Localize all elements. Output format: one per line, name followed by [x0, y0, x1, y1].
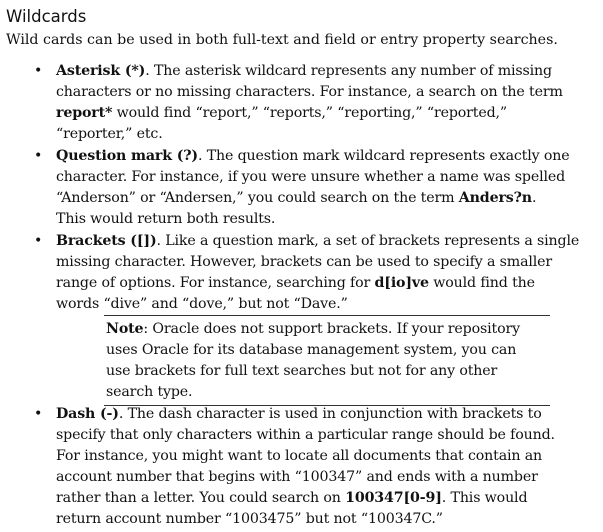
note-text: [106, 319, 550, 403]
text-line: specify that only characters within a particular range should be found.: [56, 427, 555, 443]
text-line: account number that begins with “100347” and ends with a number: [56, 469, 538, 485]
bullet-icon: •: [34, 63, 43, 79]
item-term: Dash (-): [56, 406, 119, 422]
item-term: Question mark (?): [56, 148, 198, 164]
note-box: [104, 315, 550, 406]
bold-term: d[io]ve: [374, 275, 429, 291]
bold-term: report*: [56, 105, 113, 121]
text-line: Brackets ([]). Like a question mark, a set of brackets represents a single: [56, 233, 580, 249]
bold-term: 100347[0-9]: [345, 490, 442, 506]
text-line: “Anderson” or “Andersen,” you could search on the term Anders?n.: [56, 190, 537, 206]
intro-paragraph: Wild cards can be used in both full-text and field or entry property searches.: [6, 32, 558, 48]
text-line: return account number “1003475” but not “100347C.”: [56, 511, 443, 527]
bullet-icon: •: [34, 233, 43, 249]
text-line: words “dive” and “dove,” but not “Dave.”: [56, 296, 348, 312]
text-line: This would return both results.: [56, 211, 276, 227]
text-line: rather than a letter. You could search on 100347[0-9]. This would: [56, 490, 528, 506]
text-line: “reporter,” etc.: [56, 126, 163, 142]
text-line: search type.: [106, 384, 193, 400]
item-text: [56, 231, 600, 315]
item-term: Brackets ([]): [56, 233, 157, 249]
text-line: For instance, you might want to locate all documents that contain an: [56, 448, 543, 464]
text-line: Dash (-). The dash character is used in conjunction with brackets to: [56, 406, 542, 422]
item-text: [56, 404, 600, 530]
text-line: range of options. For instance, searching for d[io]ve would find the: [56, 275, 535, 291]
text-line: Asterisk (*). The asterisk wildcard represents any number of missing: [56, 63, 552, 79]
bullet-icon: •: [34, 406, 43, 422]
bold-term: Anders?n: [458, 190, 532, 206]
text-line: uses Oracle for its database management system, you can: [106, 342, 517, 358]
item-text: [56, 146, 600, 230]
text-line: Note: Oracle does not support brackets. If your repository: [106, 321, 520, 337]
note-label: Note: [106, 321, 144, 337]
item-text: [56, 61, 600, 145]
bullet-icon: •: [34, 148, 43, 164]
text-line: report* would find “report,” “reports,” “reporting,” “reported,”: [56, 105, 507, 121]
text-line: use brackets for full text searches but not for any other: [106, 363, 498, 379]
text-line: Question mark (?). The question mark wildcard represents exactly one: [56, 148, 570, 164]
text-line: missing character. However, brackets can be used to specify a smaller: [56, 254, 553, 270]
item-term: Asterisk (*): [56, 63, 146, 79]
text-line: character. For instance, if you were unsure whether a name was spelled: [56, 169, 566, 185]
text-line: characters or no missing characters. For instance, a search on the term: [56, 84, 563, 100]
section-heading: Wildcards: [6, 7, 87, 26]
